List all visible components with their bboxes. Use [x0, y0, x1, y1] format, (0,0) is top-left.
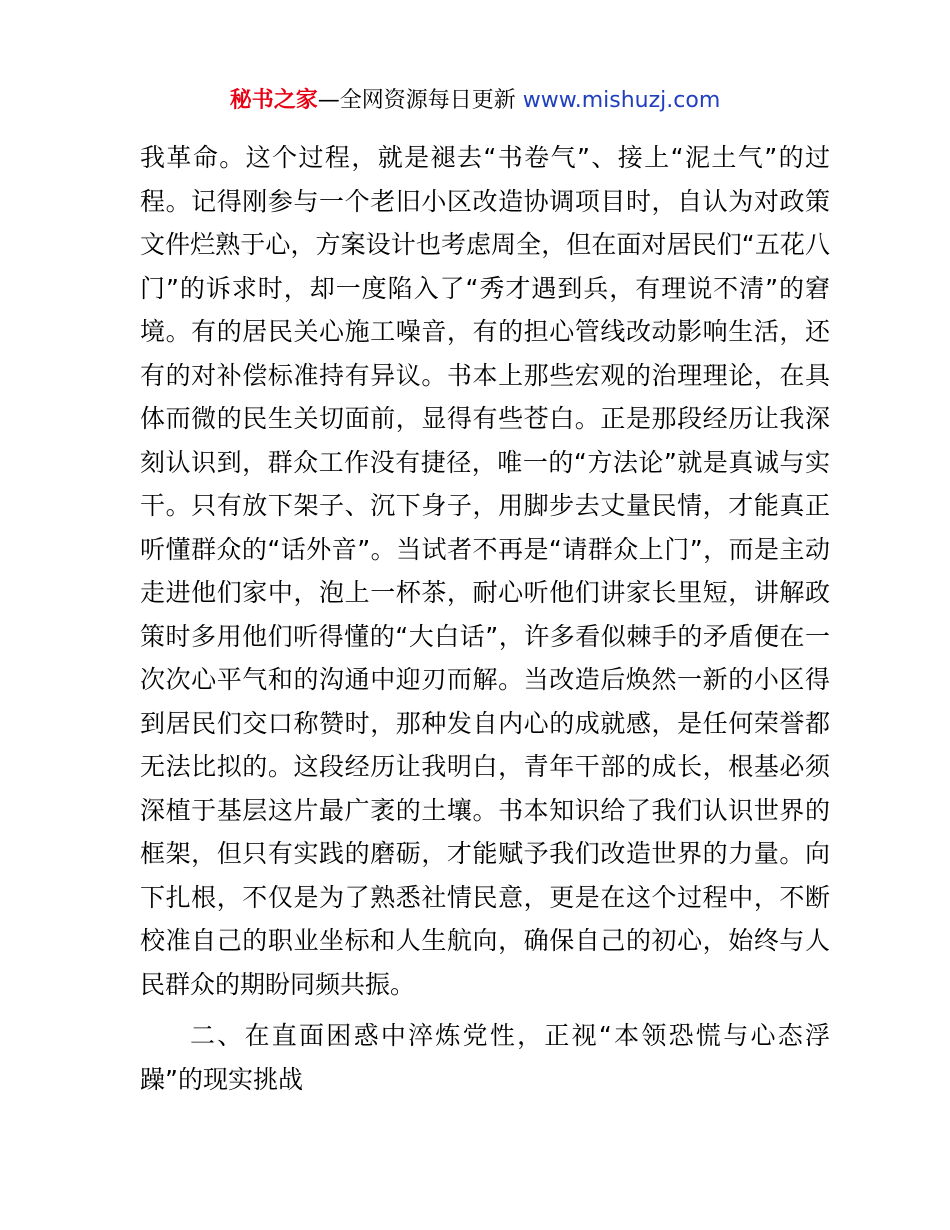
page-header	[0, 86, 950, 116]
site-brand: 秘书之家	[229, 88, 318, 113]
body-paragraph: 我革命。这个过程，就是褪去“书卷气”、接上“泥土气”的过程。记得刚参与一个老旧小区改造协调项目时，自认为对政策文件烂熟于心，方案设计也考虑周全，但在面对居民们“五花八门”的诉求时，却一度陷入了“秀才遇到兵，有理说不清”的窘境。有的居民关心施工噪音，有的担心管线改动影响生活，还有的对补偿标准持有异议。书本上那些宏观的治理理论，在具体而微的民生关切面前，显得有些苍白。正是那段经历让我深刻认识到，群众工作没有捷径，唯一的“方法论”就是真诚与实干。只有放下架子、沉下身子，用脚步去丈量民情，才能真正听懂群众的“话外音”。当试者不再是“请群众上门”，而是主动走进他们家中，泡上一杯茶，耐心听他们讲家长里短，讲解政策时多用他们听得懂的“大白话”，许多看似棘手的矛盾便在一次次心平气和的沟通中迎刃而解。当改造后焕然一新的小区得到居民们交口称赞时，那种发自内心的成就感，是任何荣誉都无法比拟的。这段经历让我明白，青年干部的成长，根基必须深植于基层这片最广袤的土壤。书本知识给了我们认识世界的框架，但只有实践的磨砺，才能赋予我们改造世界的力量。向下扎根，不仅是为了熟悉社情民意，更是在这个过程中，不断校准自己的职业坐标和人生航向，确保自己的初心，始终与人民群众的期盼同频共振。	[140, 143, 830, 999]
section-heading: 二、在直面困惑中淬炼党性，正视“本领恐慌与心态浮躁”的现实挑战	[140, 1021, 830, 1094]
site-tagline: —全网资源每日更新	[317, 88, 523, 113]
site-url[interactable]: www.mishuzj.com	[522, 88, 721, 113]
document-body	[140, 136, 830, 1101]
